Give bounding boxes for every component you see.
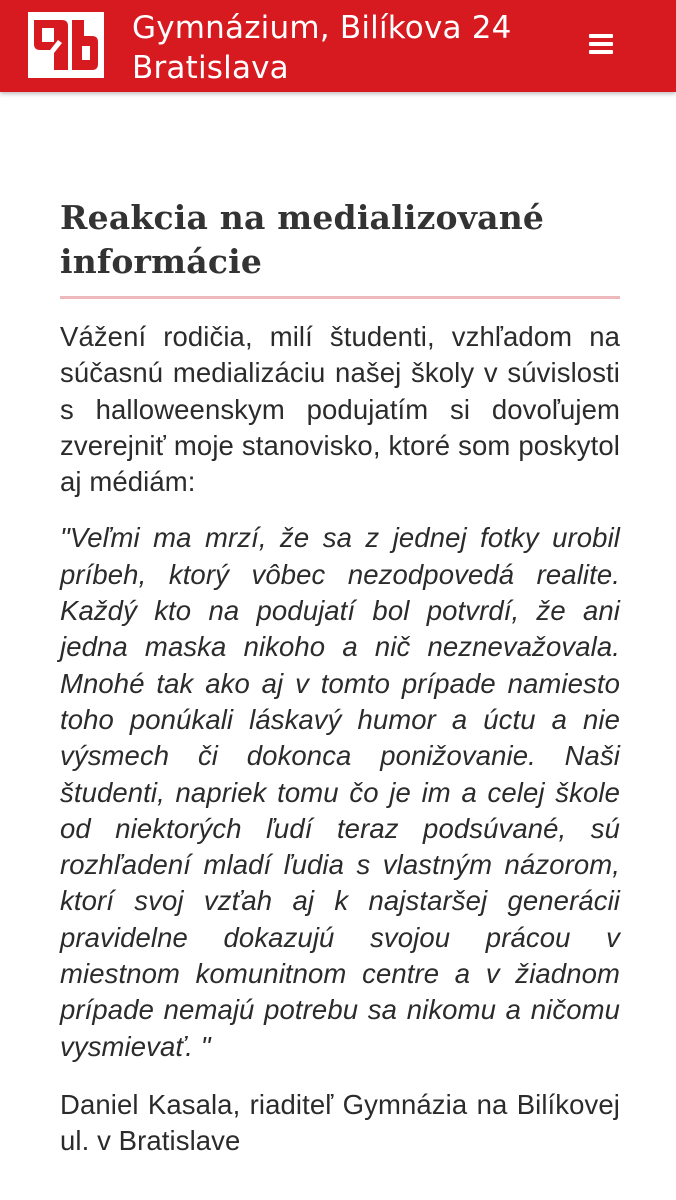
school-logo[interactable] <box>28 12 104 78</box>
article-signature: Daniel Kasala, riaditeľ Gymnázia na Bilíkovej ul. v Bratislave <box>60 1088 620 1157</box>
title-divider <box>60 296 620 299</box>
site-title[interactable] <box>132 8 572 88</box>
logo-96-icon <box>28 12 104 78</box>
article-intro: Vážení rodičia, milí študenti, vzhľadom na súčasnú medializáciu našej školy v súvislosti s halloweenskym podujatím si dovoľujem zverejniť moje stanovisko, ktoré som poskytol aj médiám: <box>60 321 620 498</box>
menu-button[interactable] <box>578 22 624 66</box>
site-title-line-2[interactable]: Bratislava <box>132 50 289 86</box>
article-quote: "Veľmi ma mrzí, že sa z jednej fotky urobil príbeh, ktorý vôbec nezodpovedá realite. Každý kto na podujatí bol potvrdí, že ani jedna maska nikoho a nič neznevažovala. Mnohé tak ako aj v tomto prípade namiesto toho ponúkali láskavý humor a úctu a nie výsmech či dokonca ponižovanie. Naši študenti, napriek tomu čo je im a celej škole od niektorých ľudí teraz podsúvané, sú rozhľadení mladí ľudia s vlastným názorom, ktorí svoj vzťah aj k najstaršej generácii pravidelne dokazujú svojou prácou v miestnom komunitnom centre a v žiadnom prípade nemajú potrebu sa nikomu a ničomu vysmievať. " <box>60 522 620 1062</box>
site-header <box>0 0 676 92</box>
article <box>60 196 620 1160</box>
site-title-line-1[interactable]: Gymnázium, Bilíkova 24 <box>132 10 512 46</box>
article-title: Reakcia na medializované informácie <box>60 198 545 281</box>
